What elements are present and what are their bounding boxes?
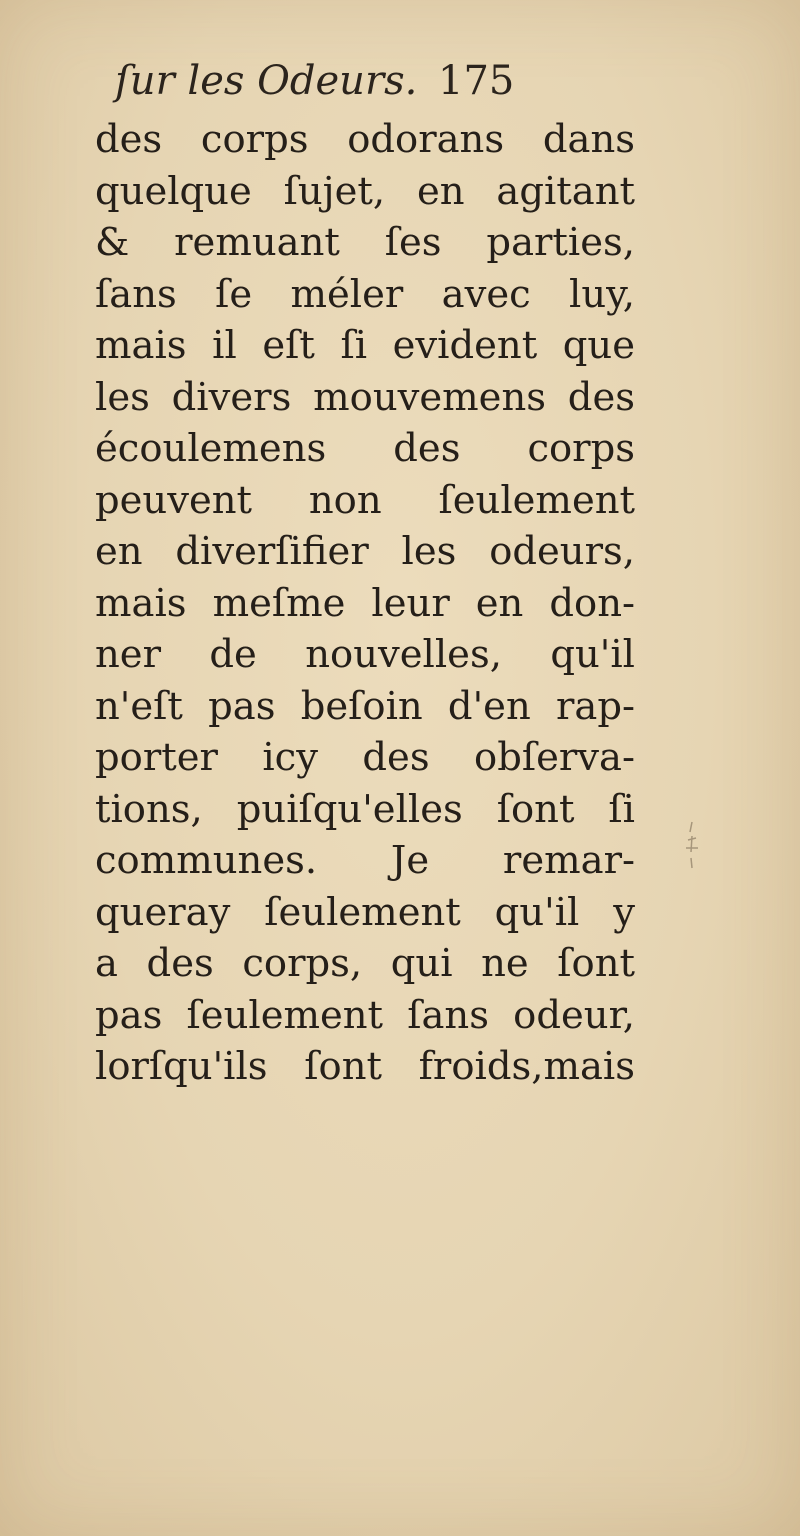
margin-ink-mark-icon: [668, 818, 716, 878]
text-line: quelque ſujet, en agitant: [95, 168, 635, 214]
text-line: mais il eſt ſi evident que: [95, 323, 635, 368]
text-line: mais meſme leur en don-: [95, 580, 635, 626]
text-line: & remuant ſes parties,: [95, 220, 635, 265]
text-line: queray ſeulement qu'il y: [95, 889, 635, 935]
page-header: [115, 58, 585, 110]
text-line: tions, puiſqu'elles ſont ſi: [95, 786, 635, 832]
text-line: ner de nouvelles, qu'il: [95, 632, 635, 677]
text-line: n'eſt pas beſoin d'en rap-: [95, 683, 635, 729]
running-title: ſur les Odeurs.: [115, 58, 418, 104]
text-line: écoulemens des corps: [95, 426, 635, 471]
text-line: a des corps, qui ne ſont: [95, 941, 635, 986]
text-line: les divers mouvemens des: [95, 374, 635, 420]
text-line: des corps odorans dans: [95, 117, 635, 162]
text-line: ſans ſe méler avec luy,: [95, 271, 635, 317]
text-line: porter icy des obſerva-: [95, 735, 635, 780]
text-line: peuvent non ſeulement: [95, 477, 635, 523]
text-line: pas ſeulement ſans odeur,: [95, 992, 635, 1038]
text-line: communes. Je remar-: [95, 838, 635, 883]
text-line: lorſqu'ils ſont froids,mais: [95, 1044, 635, 1089]
body-text: [95, 114, 635, 1093]
page-number: 175: [438, 58, 515, 104]
text-line: en diverſifier les odeurs,: [95, 529, 635, 574]
